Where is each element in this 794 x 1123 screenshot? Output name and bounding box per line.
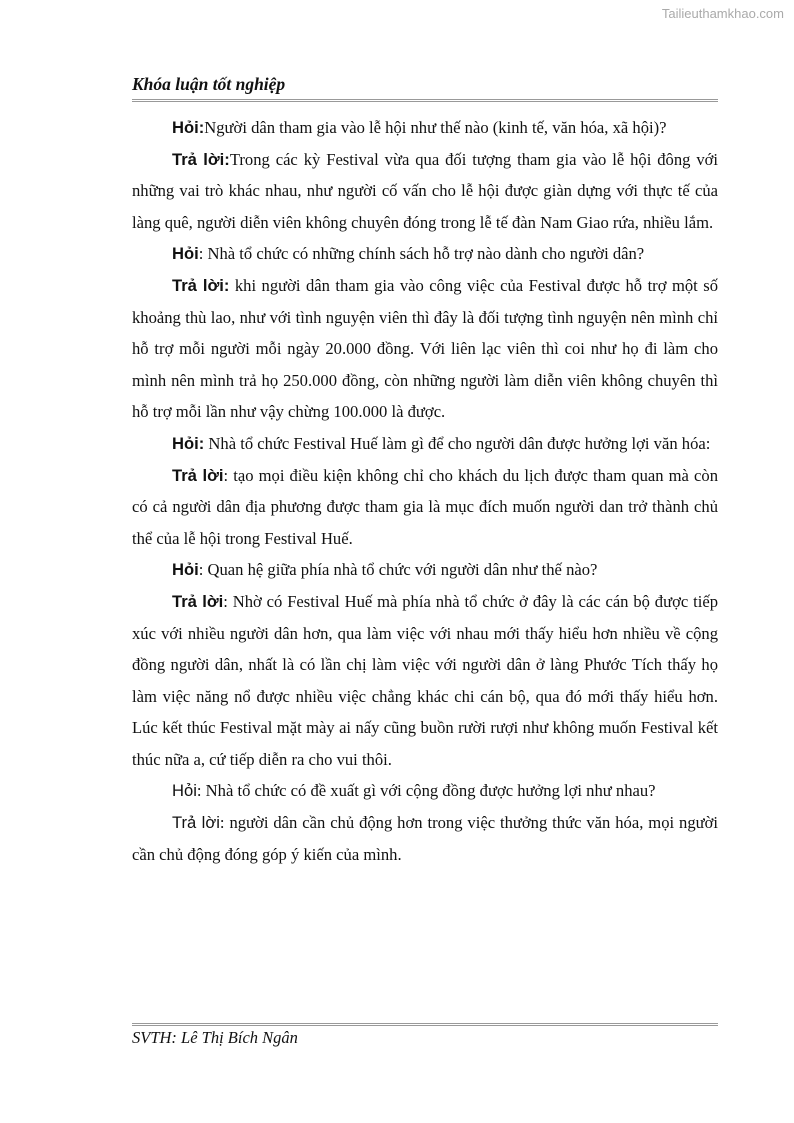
qa-text: : tạo mọi điều kiện không chỉ cho khách du lịch được tham quan mà còn có cả người dân địa phương được tham gia là mục đích muốn người dan trở thành chủ thể của lễ hội trong Festival Huế.: [132, 465, 718, 548]
qa-label: Hỏi:: [172, 433, 205, 453]
watermark: Tailieuthamkhao.com: [661, 6, 784, 21]
qa-label: Hỏi: [172, 560, 199, 580]
qa-paragraph: [132, 270, 718, 428]
qa-paragraph: [132, 144, 718, 239]
qa-label: Trả lời: [172, 465, 224, 485]
qa-text: : Nhờ có Festival Huế mà phía nhà tổ chức ở đây là các cán bộ được tiếp xúc với nhiều người dân hơn, qua làm việc với nhau mới thấy hiểu hơn nhiều về cộng đồng người dân, nhất là có lần chị làm việc với người dân ở làng Phước Tích thấy họ làm việc năng nổ được nhiều việc chẳng khác chi cán bộ, qua đó mới thấy hiểu hơn. Lúc kết thúc Festival mặt mày ai nấy cũng buồn rười rượi như không muốn Festival kết thúc nữa a, cứ tiếp diễn ra cho vui thôi.: [132, 591, 718, 769]
qa-text: : Nhà tổ chức có những chính sách hỗ trợ nào dành cho người dân?: [198, 244, 645, 264]
qa-paragraph: [132, 554, 718, 586]
qa-paragraph: [132, 428, 718, 460]
qa-paragraph: [132, 775, 718, 807]
qa-paragraph: [132, 586, 718, 776]
qa-text: Nhà tổ chức Festival Huế làm gì để cho người dân được hưởng lợi văn hóa:: [204, 433, 711, 453]
qa-label: Hỏi:: [172, 118, 205, 137]
page-footer-author: SVTH: Lê Thị Bích Ngân: [132, 1028, 298, 1047]
qa-text: Trong các kỳ Festival vừa qua đối tượng tham gia vào lễ hội đông với những vai trò khác nhau, như người cố vấn cho lễ hội được giàn dựng với thực tế của làng quê, người diễn viên không chuyên đóng trong lễ tế đàn Nam Giao rứa, nhiều lắm.: [132, 149, 719, 232]
page-header-title: Khóa luận tốt nghiệp: [132, 74, 286, 94]
qa-text: : người dân cần chủ động hơn trong việc thưởng thức văn hóa, mọi người cần chủ động đóng góp ý kiến của mình.: [132, 813, 719, 864]
qa-text: khi người dân tham gia vào công việc của Festival được hỗ trợ một số khoảng thù lao, như với tình nguyện viên thì đây là đối tượng tình nguyện nên mình chỉ hỗ trợ mỗi người mỗi ngày 20.000 đồng. Với liên lạc viên thì coi như họ đi làm cho mình nên mình trả họ 250.000 đồng, còn những người làm diễn viên không chuyên thì hỗ trợ mỗi lần như vậy chừng 100.000 là được.: [132, 275, 718, 422]
qa-label: Trả lời:: [172, 275, 230, 295]
qa-paragraph: [132, 460, 718, 555]
qa-label: Hỏi: [172, 781, 197, 801]
footer-divider: [132, 1023, 718, 1026]
qa-paragraph: [132, 112, 718, 144]
qa-text: : Quan hệ giữa phía nhà tổ chức với người dân như thế nào?: [198, 560, 598, 580]
qa-paragraph: [132, 807, 718, 870]
qa-label: Trả lời: [172, 591, 224, 611]
qa-label: Trả lời: [172, 813, 220, 833]
qa-label: Trả lời:: [172, 149, 230, 169]
qa-text: : Nhà tổ chức có đề xuất gì với cộng đồng được hưởng lợi như nhau?: [196, 781, 656, 801]
header-divider: [132, 99, 718, 102]
document-body: [132, 112, 718, 870]
qa-paragraph: [132, 238, 718, 270]
qa-text: Người dân tham gia vào lễ hội như thế nào (kinh tế, văn hóa, xã hội)?: [204, 118, 667, 137]
qa-label: Hỏi: [172, 244, 199, 264]
